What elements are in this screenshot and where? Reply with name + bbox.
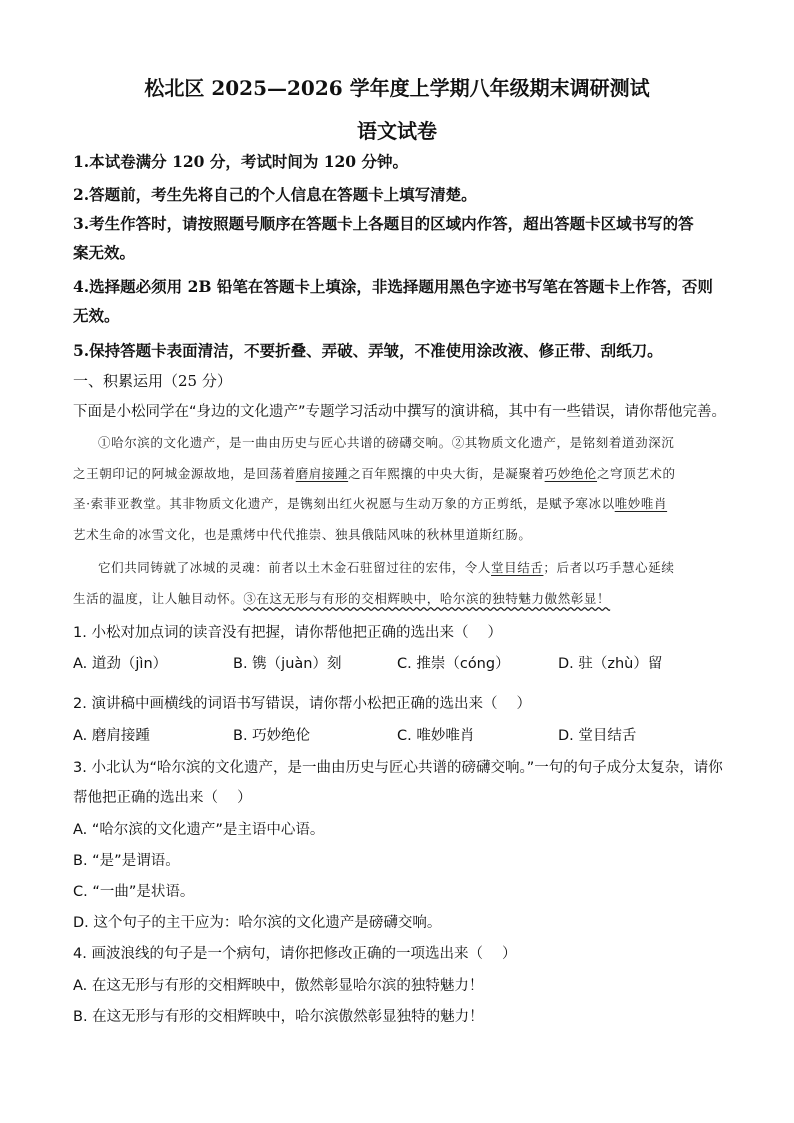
underlined-word-1: 磨肩接踵: [295, 466, 349, 481]
question-3-stem-cont: 帮他把正确的选出来（ ）: [73, 790, 252, 806]
question-4-stem: 4. 画波浪线的句子是一个病句，请你把修改正确的一项选出来（ ）: [73, 946, 517, 962]
passage-text: 之穹顶艺术的: [597, 466, 676, 481]
q2-option-a[interactable]: A. 磨肩接踵: [73, 728, 150, 744]
q3-option-b[interactable]: B. “是”是谓语。: [73, 853, 180, 869]
section-heading: 一、积累运用（25 分）: [73, 372, 232, 390]
instruction-3-cont: 案无效。: [73, 243, 136, 262]
passage-line-2: [73, 464, 676, 482]
q3-option-c[interactable]: C. “一曲”是状语。: [73, 884, 195, 900]
wavy-underlined-sentence: ③在这无形与有形的交相辉映中，哈尔滨的独特魅力傲然彰显！: [243, 591, 611, 606]
passage-line-6: [73, 589, 610, 607]
q1-option-c[interactable]: C. 推崇（cóng）: [397, 656, 510, 672]
passage-text: 之王朝印记的阿城金源故地，是回荡着: [73, 466, 296, 481]
passage-text: ；后者以巧手慧心延续: [543, 560, 675, 575]
passage-line-5: [98, 558, 674, 576]
passage-text: ①哈尔滨的文化遗产，是一曲由历史与匠心共谱的磅礴交响。②其物质文化遗产，是铭刻着道劲深沉: [98, 435, 675, 450]
exam-subtitle: 语文试卷: [357, 119, 437, 143]
q3-option-a[interactable]: A. “哈尔滨的文化遗产”是主语中心语。: [73, 822, 325, 838]
q2-option-c[interactable]: C. 唯妙唯肖: [397, 728, 475, 744]
instruction-4: 4.选择题必须用 2B 铅笔在答题卡上填涂，非选择题用黑色字迹书写笔在答题卡上作答，否则: [73, 277, 713, 296]
question-3-stem: 3. 小北认为“哈尔滨的文化遗产，是一曲由历史与匠心共谱的磅礴交响。”一句的句子成分太复杂，请你: [73, 760, 723, 776]
instruction-3: 3.考生作答时，请按照题号顺序在答题卡上各题目的区域内作答，超出答题卡区域书写的答: [73, 214, 694, 233]
question-1-stem: 1. 小松对加点词的读音没有把握，请你帮他把正确的选出来（ ）: [73, 625, 503, 641]
question-2-stem: 2. 演讲稿中画横线的词语书写错误，请你帮小松把正确的选出来（ ）: [73, 696, 532, 712]
passage-line-3: [73, 494, 667, 512]
q1-option-a[interactable]: A. 道劲（jìn）: [73, 656, 168, 672]
underlined-word-3: 唯妙唯肖: [614, 496, 668, 511]
instruction-4-cont: 无效。: [73, 306, 120, 325]
instruction-5: 5.保持答题卡表面清洁，不要折叠、弄破、弄皱，不准使用涂改液、修正带、刮纸刀。: [73, 341, 663, 360]
instruction-2: 2.答题前，考生先将自己的个人信息在答题卡上填写清楚。: [73, 185, 477, 204]
passage-text: 它们共同铸就了冰城的灵魂：前者以土木金石驻留过往的宏伟，令人: [98, 560, 492, 575]
q1-option-b[interactable]: B. 镌（juàn）刻: [233, 656, 342, 672]
passage-line-1: [98, 433, 674, 451]
passage-text: 生活的温度，让人触目动怀。: [73, 591, 244, 606]
q4-option-b[interactable]: B. 在这无形与有形的交相辉映中，哈尔滨傲然彰显独特的魅力！: [73, 1009, 484, 1025]
passage-line-4: 艺术生命的冰雪文化，也是熏烤中代代推崇、独具俄陆风味的秋林里道斯红肠。: [73, 527, 532, 542]
instruction-1: 1.本试卷满分 120 分，考试时间为 120 分钟。: [73, 152, 408, 171]
q2-option-b[interactable]: B. 巧妙绝伦: [233, 728, 311, 744]
q3-option-d[interactable]: D. 这个句子的主干应为：哈尔滨的文化遗产是磅礴交响。: [73, 915, 442, 931]
underlined-word-2: 巧妙绝伦: [544, 466, 598, 481]
q2-option-d[interactable]: D. 堂目结舌: [558, 728, 637, 744]
passage-intro: 下面是小松同学在“身边的文化遗产”专题学习活动中撰写的演讲稿，其中有一些错误，请你帮他完善。: [73, 404, 727, 420]
underlined-word-4: 堂目结舌: [491, 560, 544, 575]
passage-text: 圣·索菲亚教堂。其非物质文化遗产，是镌刻出红火祝愿与生动万象的方正剪纸，是赋予寒冰以: [73, 496, 615, 511]
q1-option-d[interactable]: D. 驻（zhù）留: [558, 656, 663, 672]
passage-text: 之百年熙攘的中央大街，是凝聚着: [348, 466, 545, 481]
exam-title: 松北区 2025—2026 学年度上学期八年级期末调研测试: [144, 76, 650, 100]
q4-option-a[interactable]: A. 在这无形与有形的交相辉映中，傲然彰显哈尔滨的独特魅力！: [73, 978, 484, 994]
